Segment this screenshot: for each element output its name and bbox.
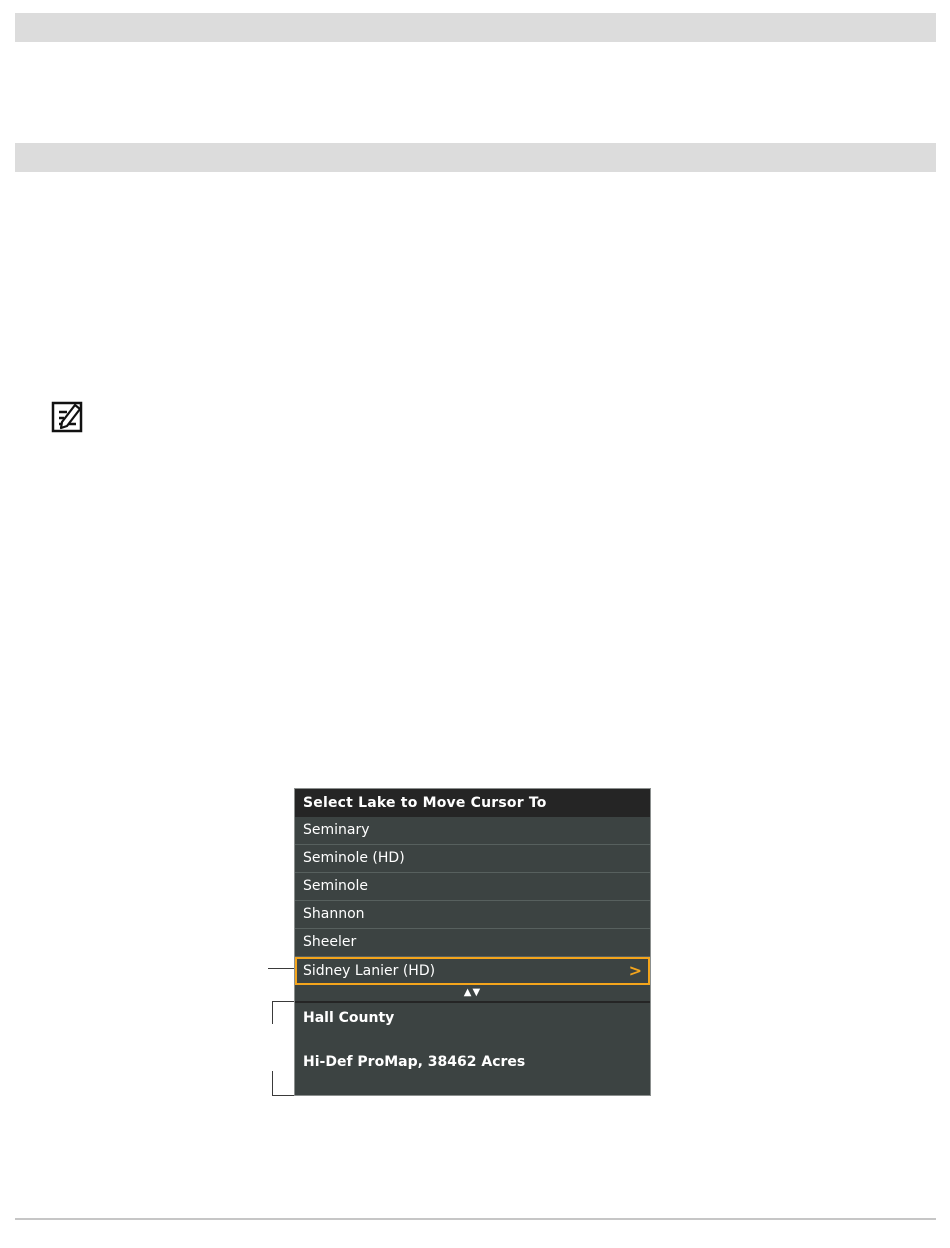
scroll-arrows-icon[interactable]: ▲▼	[463, 987, 482, 998]
list-item-label: Seminary	[303, 822, 370, 838]
list-item-label: Sheeler	[303, 934, 357, 950]
list-item[interactable]	[295, 929, 650, 957]
chevron-right-icon: >	[628, 961, 642, 980]
lake-list	[295, 817, 650, 985]
callout-bracket-bottom	[272, 1095, 294, 1096]
list-item-label: Seminole	[303, 878, 368, 894]
list-item[interactable]	[295, 901, 650, 929]
list-item[interactable]	[295, 873, 650, 901]
callout-bracket-top	[272, 1001, 294, 1002]
lake-map-info: Hi-Def ProMap, 38462 Acres	[303, 1054, 526, 1070]
callout-bracket-lower	[272, 1071, 273, 1095]
list-item-selected[interactable]	[295, 957, 650, 985]
list-item-label: Seminole (HD)	[303, 850, 405, 866]
list-item-label: Shannon	[303, 906, 365, 922]
callout-bracket-upper	[272, 1001, 273, 1024]
footer-divider	[15, 1218, 936, 1220]
callout-line-selection	[268, 968, 294, 969]
section-header-band	[15, 143, 936, 172]
list-item[interactable]	[295, 845, 650, 873]
lake-details-panel	[295, 1001, 650, 1095]
lake-county: Hall County	[303, 1010, 395, 1026]
note-pencil-icon	[50, 400, 84, 434]
section-header-band	[15, 13, 936, 42]
select-lake-dialog	[294, 788, 651, 1096]
dialog-title: Select Lake to Move Cursor To	[295, 789, 650, 817]
list-item-label: Sidney Lanier (HD)	[303, 963, 436, 979]
list-item[interactable]	[295, 817, 650, 845]
